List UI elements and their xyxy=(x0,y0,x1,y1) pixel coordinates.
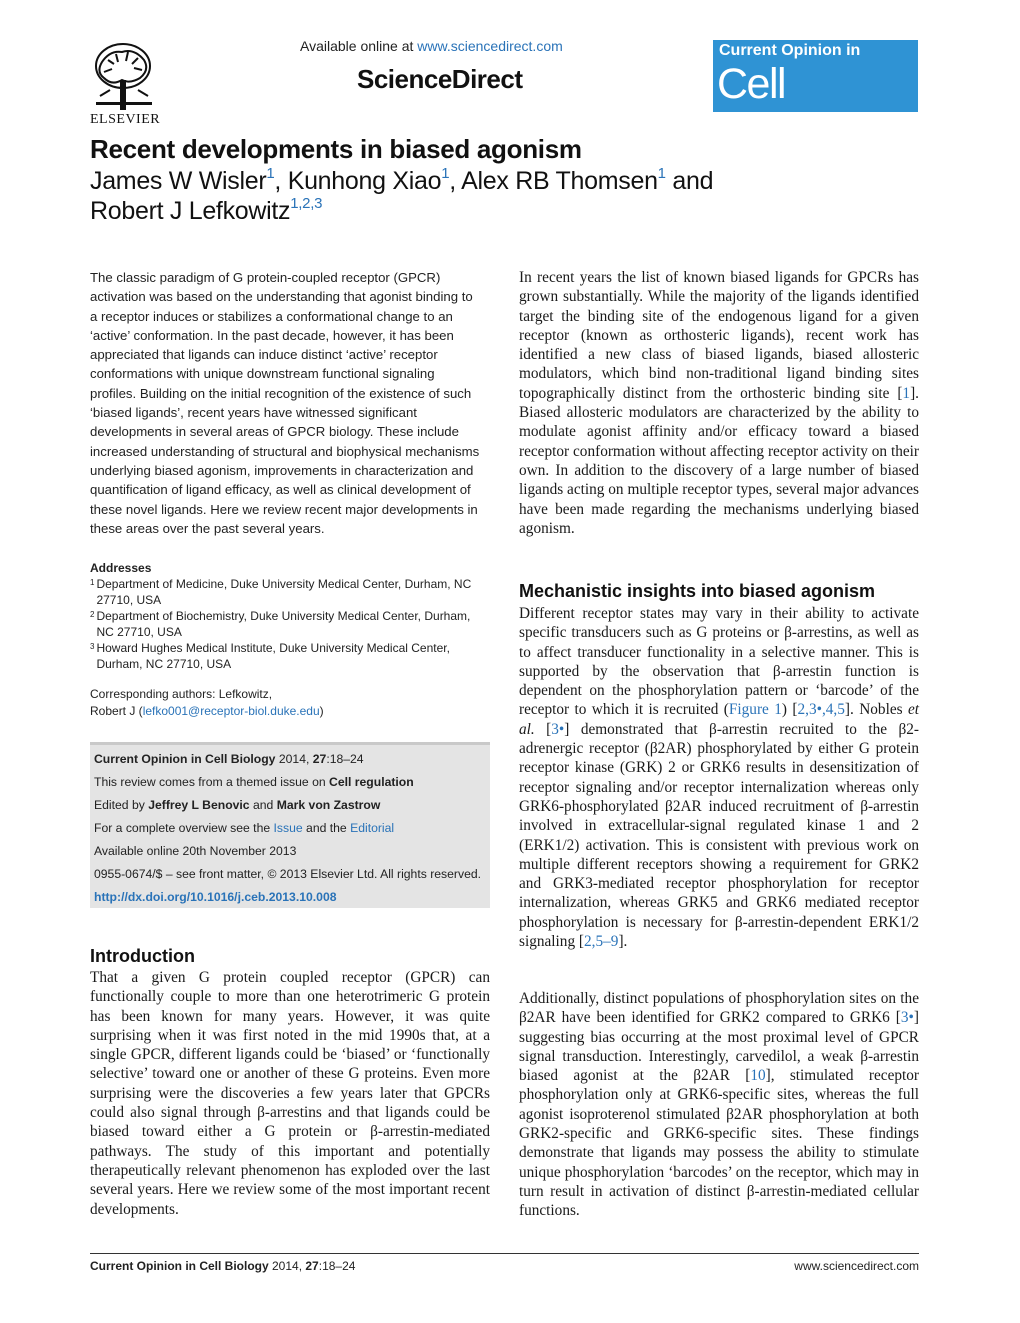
editor-name: Jeffrey L Benovic xyxy=(148,798,250,812)
corresponding-authors xyxy=(90,686,490,720)
infobox-volume: 27 xyxy=(312,752,327,766)
copyright: 0955-0674/$ – see front matter, © 2013 Elsevier Ltd. All rights reserved. xyxy=(94,867,482,881)
author-separator: , xyxy=(274,167,288,195)
author-name: Robert J Lefkowitz xyxy=(90,197,291,225)
available-online xyxy=(300,38,563,54)
themed-issue: Cell regulation xyxy=(329,775,414,789)
abstract: The classic paradigm of G protein-coupled receptor (GPCR) activation was based on the understanding that agonist binding to a receptor induces or stabilizes a conformational change to an ‘active’ conformation. In the past decade, however, it has been appreciated that ligands can induce distinct ‘active’ receptor conformations with unique downstream functional signaling profiles. Building on the initial recognition of the existence of such ‘biased ligands’, recent years have witnessed significant developments in several areas of GPCR biology. These include increased understanding of structural and biophysical mechanisms underlying biased agonism, improvements in characterization and quantification of ligand efficacy, as well as clinical development of these novel ligands. Here we review recent major developments in these areas over the past several years. xyxy=(90,270,480,536)
overview-prefix: For a complete overview see the xyxy=(94,821,274,835)
body-paragraph xyxy=(519,604,919,951)
available-prefix: Available online at xyxy=(300,38,414,54)
addresses xyxy=(90,560,490,672)
body-paragraph xyxy=(519,989,919,1221)
sciencedirect-wordmark: ScienceDirect xyxy=(357,64,523,94)
corresponding-prefix: Robert J ( xyxy=(90,704,143,718)
author-separator: and xyxy=(665,167,714,195)
text-run: Different receptor states may vary in their ability to activate specific transducers such as G proteins or β-arrestins, as well as to affect transducer functionality in a selective manner. This is supported by the observation that β-arrestin function is dependent on the phosphorylation pattern or ‘barcode’ of the receptor to which it is recruited ( xyxy=(519,605,919,719)
journal-logo-line2: Cell Biology xyxy=(717,60,848,164)
reference-link[interactable]: 2,3•,4,5 xyxy=(797,701,845,719)
address-number: 3 xyxy=(90,642,95,651)
overview-and: and the xyxy=(302,821,351,835)
edited-prefix: Edited by xyxy=(94,798,149,812)
footer-journal: Current Opinion in Cell Biology xyxy=(90,1259,269,1273)
doi-link[interactable]: http://dx.doi.org/10.1016/j.ceb.2013.10.008 xyxy=(94,890,337,904)
reference-link[interactable]: 2,5–9 xyxy=(584,933,619,951)
introduction-heading: Introduction xyxy=(90,946,195,966)
footer-volume: 27 xyxy=(305,1259,319,1273)
text-run: ]. Nobles xyxy=(844,701,908,719)
corresponding-suffix: ) xyxy=(319,704,324,718)
infobox-citation: 2014, xyxy=(275,752,313,766)
themed-prefix: This review comes from a themed issue on xyxy=(94,775,330,789)
footer-citation xyxy=(90,1259,355,1273)
article-info-box xyxy=(90,742,490,908)
mechanistic-heading: Mechanistic insights into biased agonism xyxy=(519,581,876,601)
address-item xyxy=(90,608,490,640)
email-link[interactable]: lefko001@receptor-biol.duke.edu xyxy=(142,704,320,718)
address-item xyxy=(90,640,490,672)
et-al: et al. xyxy=(519,701,919,738)
sciencedirect-link[interactable]: www.sciencedirect.com xyxy=(417,38,563,54)
introduction-body: That a given G protein coupled receptor (GPCR) can functionally couple to more than one heterotrimeric G protein has been known for many years. However, it was quite surprising when it was first noted in the mid 1990s that, at a single GPCR, different ligands could be ‘biased’ or ‘functionally selective’ toward one or another of these G proteins. Even more surprising were the discoveries a few years later that GPCRs could also signal through β-arrestins and that ligands could be biased toward either a G protein or β-arrestin-mediated pathways. The study of this important and potentially therapeutically relevant phenomenon has exploded over the last several years. Here we review some of the most important recent developments. xyxy=(90,969,490,1218)
infobox-journal: Current Opinion in Cell Biology xyxy=(94,752,276,766)
corresponding-line1: Corresponding authors: Lefkowitz, xyxy=(90,687,273,701)
author-affiliation[interactable]: 1 xyxy=(657,165,666,182)
author-name: Kunhong Xiao xyxy=(287,167,442,195)
footer-pages: :18–24 xyxy=(318,1259,356,1273)
editors-and: and xyxy=(249,798,277,812)
editorial-link[interactable]: Editorial xyxy=(350,821,395,835)
author-separator: , xyxy=(449,167,462,195)
footer-url[interactable]: www.sciencedirect.com xyxy=(794,1259,919,1273)
journal-logo xyxy=(713,40,918,164)
journal-logo-line1: Current Opinion in xyxy=(719,42,861,59)
address-number: 1 xyxy=(90,578,95,587)
infobox-pages: :18–24 xyxy=(326,752,364,766)
reference-link[interactable]: 3• xyxy=(900,1009,914,1027)
figure-link[interactable]: Figure 1 xyxy=(728,701,782,719)
address-item xyxy=(90,576,490,608)
reference-link[interactable]: 10 xyxy=(750,1067,766,1085)
body-paragraph xyxy=(519,268,919,538)
footer-year: 2014, xyxy=(268,1259,306,1273)
author-name: James W Wisler xyxy=(90,167,267,195)
text-run: ] suggesting bias occurring at the most proximal level of GPCR signal transduction. Interestingly, carvedilol, a weak β-arrestin biased agonist at the β2AR [ xyxy=(519,1009,919,1085)
author-list xyxy=(90,166,790,226)
addresses-heading: Addresses xyxy=(90,561,152,575)
article-title: Recent developments in biased agonism xyxy=(90,134,582,164)
available-date: Available online 20th November 2013 xyxy=(94,844,297,858)
editor-name: Mark von Zastrow xyxy=(276,798,381,812)
text-run: [ xyxy=(534,720,552,738)
text-run: ) [ xyxy=(781,701,798,719)
reference-link[interactable]: 3• xyxy=(551,720,565,738)
publisher-name: ELSEVIER xyxy=(90,112,161,127)
footer-divider xyxy=(90,1253,919,1254)
text-run: ]. Biased allosteric modulators are characterized by the ability to modulate agonist affinity and/or efficacy toward a biased receptor conformation without affecting receptor activity on their own. In addition to the discovery of a large number of biased ligands acting on multiple receptor types, several major advances have been made regarding the mechanisms underlying biased agonism. xyxy=(519,384,919,537)
author-affiliation[interactable]: 1 xyxy=(266,165,275,182)
text-run: Additionally, distinct populations of phosphorylation sites on the β2AR have been identified for GRK2 compared to GRK6 [ xyxy=(519,990,919,1027)
reference-link[interactable]: 1 xyxy=(902,384,911,402)
text-run: ]. xyxy=(618,933,628,951)
author-affiliation[interactable]: 1 xyxy=(441,165,450,182)
address-text: Department of Medicine, Duke University Medical Center, Durham, NC 27710, USA xyxy=(96,577,472,607)
address-text: Howard Hughes Medical Institute, Duke University Medical Center, Durham, NC 27710, USA xyxy=(96,641,450,671)
author-affiliation[interactable]: 1,2,3 xyxy=(290,195,323,212)
address-text: Department of Biochemistry, Duke University Medical Center, Durham, NC 27710, USA xyxy=(96,609,471,639)
address-number: 2 xyxy=(90,610,95,619)
author-name: Alex RB Thomsen xyxy=(461,167,658,195)
text-run: In recent years the list of known biased ligands for GPCRs has grown substantially. While the majority of the ligands identified target the binding site of the endogenous ligand for a given receptor (known as orthosteric ligands), recent work has identified a new class of biased ligands, biased allosteric modulators, which bind non-traditional ligand binding sites topographically distinct from the orthosteric binding site [ xyxy=(519,269,919,402)
text-run: ], stimulated receptor phosphorylation only at GRK6-specific sites, whereas the full agonist isoproterenol stimulated β2AR phosphorylation at both GRK2-specific and GRK6-specific sites. These findings demonstrate that ligands may possess the ability to stimulate unique phosphorylation ‘barcodes’ on the receptor, which may in turn result in activation of distinct β-arrestin-mediated cellular functions. xyxy=(519,1067,919,1220)
text-run: ] demonstrated that β-arrestin recruited to the β2-adrenergic receptor (β2AR) phosphorylated by either G protein receptor kinase (GRK) 2 or GRK6 results in desensitization of receptor signaling and/or receptor internalization whereas only GRK6-phosphorylated β2AR induced recruitment of β-arrestin involved in extracellular-signal regulated kinase 1 and 2 (ERK1/2) activation. This is consistent with previous work on multiple different receptors showing a requirement for GRK2 and GRK3-mediated receptor phosphorylation for receptor internalization, whereas GRK5 and GRK6 mediated receptor phosphorylation is necessary for β-arrestin-dependent ERK1/2 signaling [ xyxy=(519,720,920,951)
issue-link[interactable]: Issue xyxy=(273,821,303,835)
